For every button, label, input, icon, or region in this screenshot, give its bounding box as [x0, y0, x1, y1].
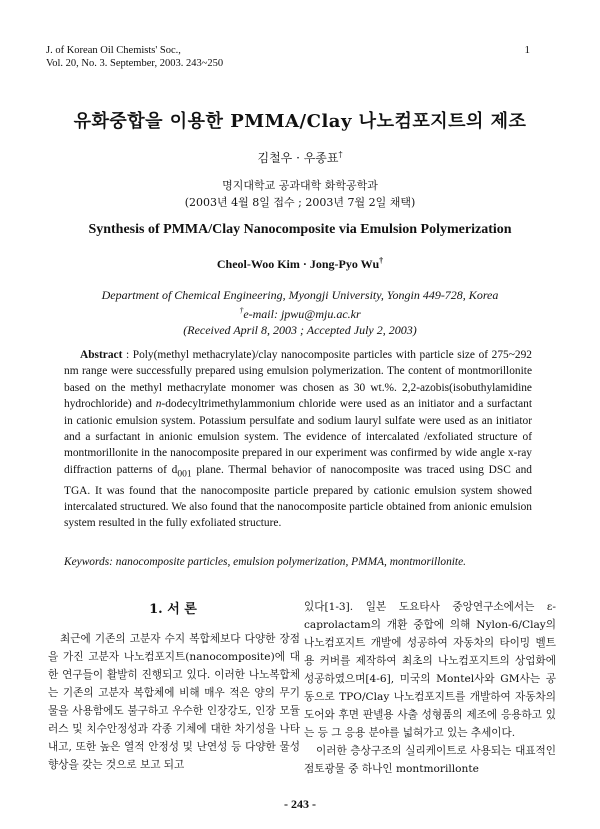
abstract — [64, 347, 532, 532]
english-dagger: † — [379, 256, 384, 265]
english-title: Synthesis of PMMA/Clay Nanocomposite via Emulsion Polymerization — [88, 222, 512, 237]
korean-dagger: † — [338, 150, 343, 159]
right-column — [304, 598, 556, 778]
abstract-italic-n: n — [155, 398, 162, 411]
email-dagger: † — [239, 306, 244, 315]
english-email: e-mail: jpwu@mju.ac.kr — [243, 307, 361, 321]
page-number-footer: - 243 - — [284, 797, 316, 811]
english-author-names: Cheol-Woo Kim · Jong-Pyo Wu — [216, 257, 380, 271]
korean-dates: (2003년 4월 8일 접수 ; 2003년 7월 2일 채택) — [184, 196, 416, 209]
english-affiliation-block — [0, 287, 600, 338]
abstract-text-c: plane. Thermal behavior of nanocomposite was traced using DSC and TGA. It was found that the nanocomposite particle prepared by cationic emulsion system showed intercalated structured. We also found that the nanocomposite particle obtained from anionic emulsion system resulted in the fully exfoliated structure. — [64, 463, 532, 530]
korean-affiliation: 명지대학교 공과대학 화학공학과 — [222, 179, 378, 192]
section-heading: 1. 서 론 — [149, 602, 197, 617]
journal-citation — [46, 44, 223, 70]
english-email-line — [0, 303, 600, 322]
korean-title: 유화중합을 이용한 PMMA/Clay 나노컴포지트의 제조 — [73, 111, 527, 132]
korean-authors — [0, 149, 600, 166]
english-affiliation: Department of Chemical Engineering, Myongji University, Yongin 449-728, Korea — [101, 288, 499, 302]
english-dates: (Received April 8, 2003 ; Accepted July 2, 2003) — [183, 323, 417, 337]
abstract-label: Abstract — [80, 349, 123, 361]
journal-name: J. of Korean Oil Chemists' Soc., — [46, 45, 181, 56]
page-marker: 1 — [524, 44, 530, 56]
right-column-paragraph-1: 있다[1-3]. 일본 도요타사 중앙연구소에서는 ε-caprolactam의 개환 중합에 의해 Nylon-6/Clay의 나노컴포지트 개발에 성공하여 자동차의 타이밍 벨트용 커버를 제작하여 최초의 나노컴포지트의 상업화에 성공하였으며[4-6], 미국의 Montel사와 GM사는 공동으로 TPO/Clay 나노컴포지트를 개발하여 자동차의 도어와 후면 판넬용 사출 성형품의 제조에 응용하고 있는 등 그 응용 분야를 넓혀가고 있는 추세이다. — [304, 601, 556, 739]
english-authors — [0, 256, 600, 272]
abstract-text-b: -dodecyltrimethylammonium chloride were used as an initiator and a surfactant in cationic emulsion system. Potassium persulfate and sodium lauryl sulfate were used as an initiator and a surfactant in anionic emulsion system. The evidence of intercalated /exfoliated structure of montmorillonite in the nanocomposite prepared in our experiment was confirmed by wide angle x-ray diffraction patterns of d — [64, 398, 532, 476]
left-column-text: 최근에 기존의 고분자 수지 복합체보다 다양한 장점을 가진 고분자 나노컴포지트(nanocomposite)에 대한 연구들이 활발히 진행되고 있다. 이러한 나노복합체는 기존의 고분자 복합체에 비해 매우 적은 양의 무기물을 사용함에도 불구하고 우수한 인장강도, 인장 모듈러스 및 치수안정성과 각종 기체에 대한 차기성을 나타내고, 또한 높은 열적 안정성 및 난연성 등 다양한 물성 향상을 갖는 것으로 보고 되고 — [48, 633, 300, 771]
abstract-subscript: 001 — [177, 469, 192, 480]
journal-volume: Vol. 20, No. 3. September, 2003. 243~250 — [46, 58, 224, 69]
korean-affiliation-block — [0, 177, 600, 211]
keywords: Keywords: nanocomposite particles, emulsion polymerization, PMMA, montmorillonite. — [64, 556, 467, 568]
korean-author-names: 김철우 · 우종표 — [257, 151, 339, 165]
abstract-text-a: : Poly(methyl methacrylate)/clay nanocomposite particles with particle size of 275~292 nm range were successfully prepared using emulsion polymerization. The content of montmorillonite based on the methyl methacrylate monomer was chosen as 30 wt.%. 2,2-azobis(isobuthylamidine hydrochloride) and — [64, 349, 532, 411]
right-column-paragraph-2: 이러한 층상구조의 실리케이트로 사용되는 대표적인 점토광물 중 하나인 montmorillonte — [304, 745, 556, 775]
